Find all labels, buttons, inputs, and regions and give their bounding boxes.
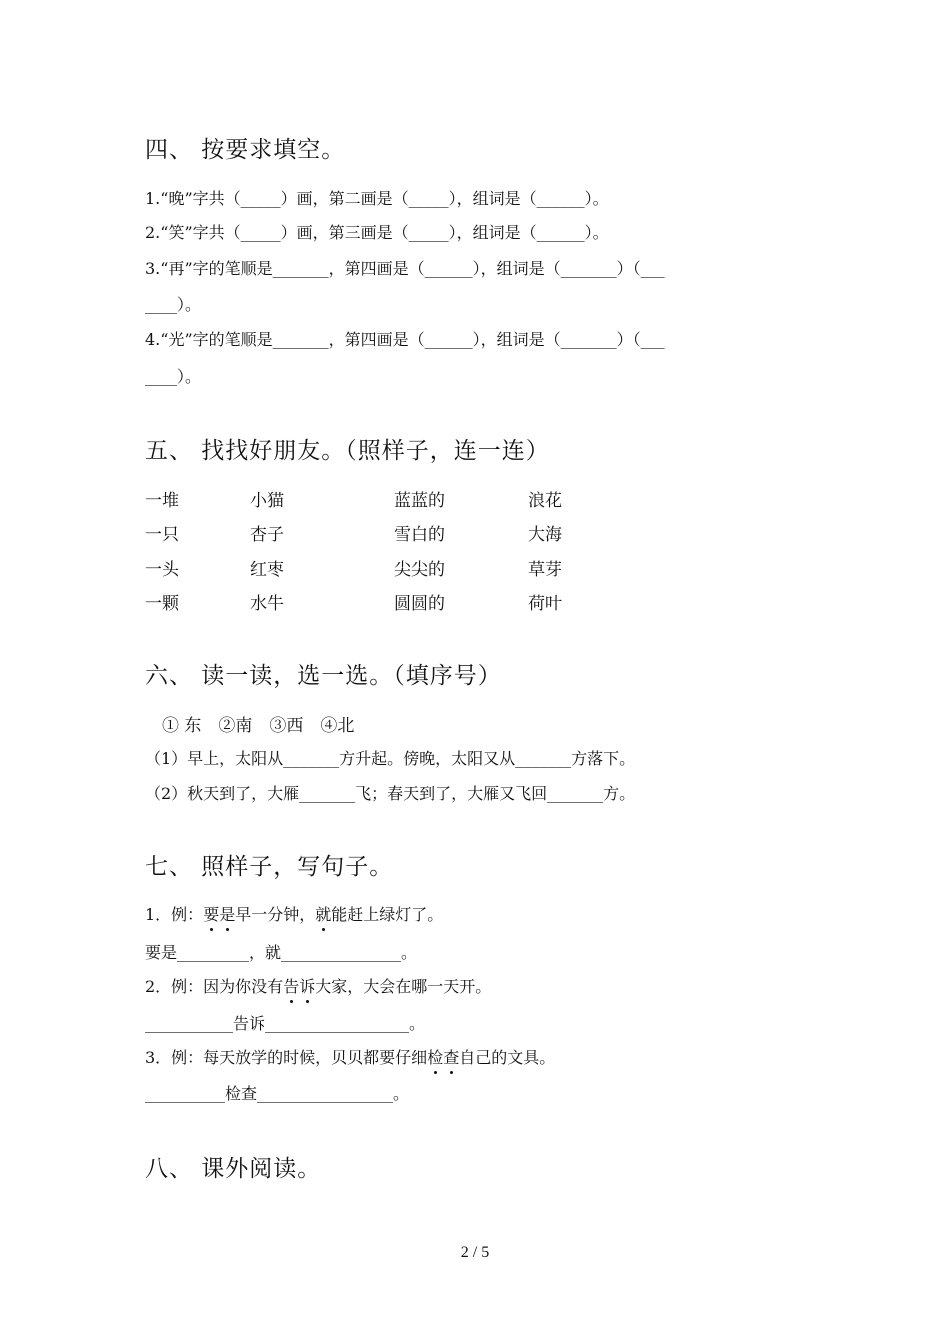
noun-word: 红枣 <box>250 560 284 580</box>
example-2 <box>145 974 491 997</box>
section-7-title: 七、 照样子，写句子。 <box>145 854 394 880</box>
example-1-text: 早一分钟， <box>235 905 316 924</box>
measure-word: 一堆 <box>145 491 179 511</box>
section-4-line-1: 1.“晚”字共（_____）画，第二画是（_____），组词是（______）。 <box>145 189 609 208</box>
example-3-label: 3．例：每天放学的时候，贝贝都要仔细 <box>145 1048 428 1067</box>
example-1-text-end: 能赶上绿灯了。 <box>331 905 444 924</box>
example-2-text: 大家，大会在哪一天开。 <box>315 977 492 996</box>
example-1-fill-line: 要是_________，就_______________。 <box>145 943 418 962</box>
section-4-title: 四、 按要求填空。 <box>145 137 346 163</box>
measure-word: 一只 <box>145 525 179 545</box>
noun-word: 小猫 <box>250 491 284 511</box>
object-word: 浪花 <box>528 491 562 511</box>
noun-word: 水牛 <box>250 594 284 614</box>
measure-word: 一头 <box>145 560 179 580</box>
section-4-line-4: 4.“光”字的笔顺是_______，第四画是（______），组词是（_______）（___ <box>145 330 665 349</box>
section-4-line-3-cont: ____）。 <box>145 295 202 314</box>
section-6-question-1: （1）早上，太阳从_______方升起。傍晚，太阳又从_______方落下。 <box>145 749 636 768</box>
adjective-word: 尖尖的 <box>394 560 445 580</box>
section-4-line-2: 2.“笑”字共（_____）画，第三画是（_____），组词是（______）。 <box>145 223 609 242</box>
emphasis-char: 是 <box>219 902 235 925</box>
example-1 <box>145 902 443 925</box>
example-1-label: 1．例： <box>145 905 204 924</box>
section-6-title: 六、 读一读，选一选。（填序号） <box>145 663 502 689</box>
object-word: 草芽 <box>528 560 562 580</box>
example-3-fill-line: __________检查_________________。 <box>145 1084 410 1103</box>
emphasis-char: 查 <box>443 1045 459 1068</box>
example-3-text: 自己的文具。 <box>459 1048 556 1067</box>
direction-options: ① 东 ②南 ③西 ④北 <box>162 716 355 736</box>
object-word: 荷叶 <box>528 594 562 614</box>
section-5-title: 五、 找找好朋友。（照样子，连一连） <box>145 438 550 464</box>
adjective-word: 圆圆的 <box>394 594 445 614</box>
measure-word: 一颗 <box>145 594 179 614</box>
example-3 <box>145 1045 555 1068</box>
object-word: 大海 <box>528 525 562 545</box>
adjective-word: 雪白的 <box>394 525 445 545</box>
noun-word: 杏子 <box>250 525 284 545</box>
emphasis-char: 检 <box>427 1045 443 1068</box>
example-2-label: 2．例：因为你没有 <box>145 977 284 996</box>
example-2-fill-line: ___________告诉__________________。 <box>145 1014 426 1033</box>
emphasis-char: 要 <box>203 902 219 925</box>
page-number: 2 / 5 <box>460 1244 490 1261</box>
section-4-line-3: 3.“再”字的笔顺是_______，第四画是（______），组词是（_______）（___ <box>145 259 665 278</box>
emphasis-char: 告 <box>283 974 299 997</box>
section-8-title: 八、 课外阅读。 <box>145 1156 322 1182</box>
emphasis-char: 就 <box>315 902 331 925</box>
adjective-word: 蓝蓝的 <box>394 491 445 511</box>
section-6-question-2: （2）秋天到了，大雁_______飞；春天到了，大雁又飞回_______方。 <box>145 784 636 803</box>
section-4-line-4-cont: ____）。 <box>145 367 202 386</box>
emphasis-char: 诉 <box>299 974 315 997</box>
